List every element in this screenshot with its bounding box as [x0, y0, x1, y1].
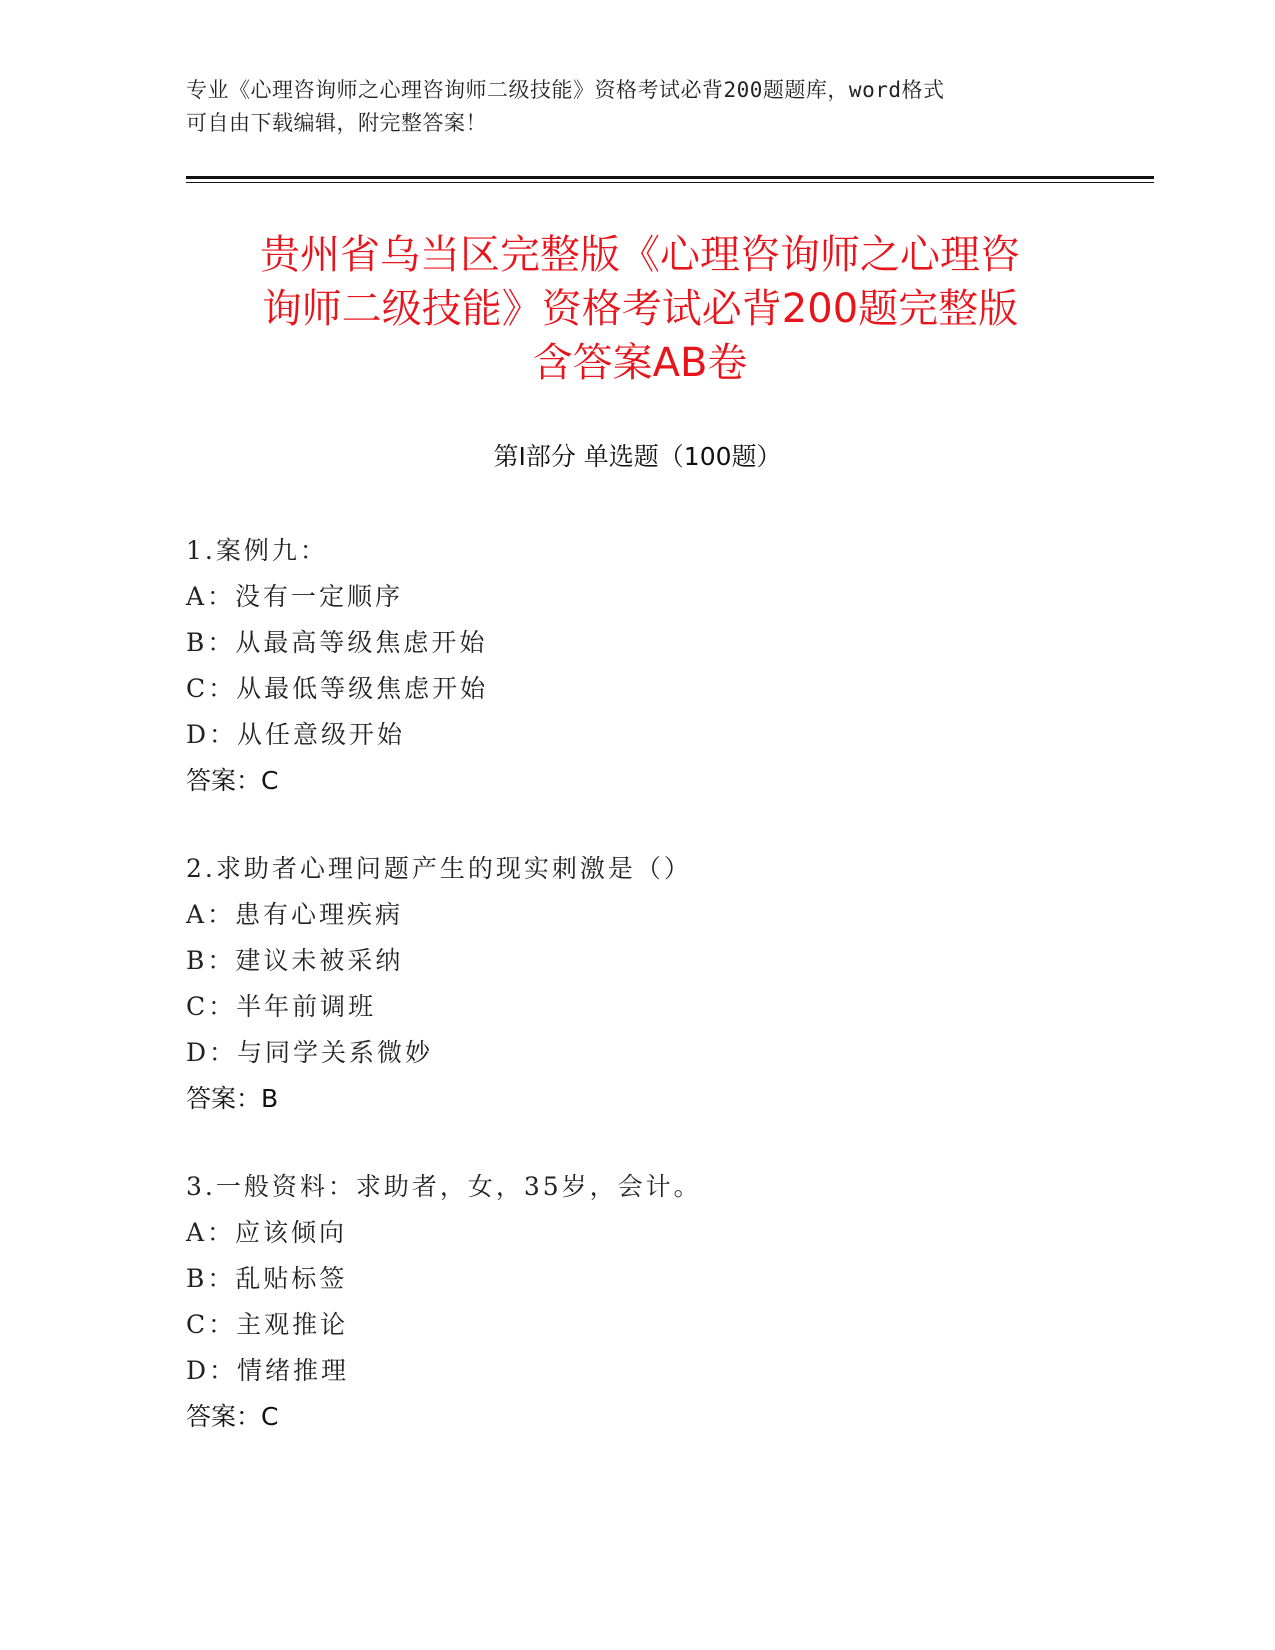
question-stem: 2.求助者心理问题产生的现实刺激是（）	[186, 854, 692, 883]
section-title: 第Ⅰ部分 单选题（100题）	[493, 442, 782, 471]
header-rule-thin	[186, 182, 1154, 183]
question-item	[186, 1164, 1146, 1440]
answer-line: 答案：C	[186, 766, 279, 795]
option-a: A：应该倾向	[186, 1218, 348, 1247]
question-stem: 3.一般资料：求助者，女，35岁，会计。	[186, 1172, 702, 1201]
header-rule-thick	[186, 176, 1154, 179]
option-b: B：乱贴标签	[186, 1264, 348, 1293]
title-line-2: 询师二级技能》资格考试必背200题完整版	[261, 286, 1019, 332]
title-line-3: 含答案AB卷	[532, 340, 748, 386]
header-note-line-1: 专业《心理咨询师之心理咨询师二级技能》资格考试必背200题题库，word格式	[186, 78, 945, 102]
question-item	[186, 528, 1146, 804]
option-b: B：建议未被采纳	[186, 946, 404, 975]
option-c: C：半年前调班	[186, 992, 377, 1021]
question-list	[186, 528, 1146, 1482]
option-b: B：从最高等级焦虑开始	[186, 628, 488, 657]
option-d: D：从任意级开始	[186, 720, 406, 749]
option-c: C：主观推论	[186, 1310, 349, 1339]
document-header-note	[186, 74, 1066, 140]
option-a: A：患有心理疾病	[186, 900, 404, 929]
question-stem: 1.案例九：	[186, 536, 328, 565]
document-title	[190, 228, 1090, 390]
answer-line: 答案：B	[186, 1084, 279, 1113]
option-c: C：从最低等级焦虑开始	[186, 674, 489, 703]
option-d: D：情绪推理	[186, 1356, 350, 1385]
question-item	[186, 846, 1146, 1122]
header-note-line-2: 可自由下载编辑，附完整答案！	[186, 111, 487, 135]
option-d: D：与同学关系微妙	[186, 1038, 434, 1067]
title-line-1: 贵州省乌当区完整版《心理咨询师之心理咨	[260, 232, 1020, 278]
answer-line: 答案：C	[186, 1402, 279, 1431]
option-a: A：没有一定顺序	[186, 582, 404, 611]
